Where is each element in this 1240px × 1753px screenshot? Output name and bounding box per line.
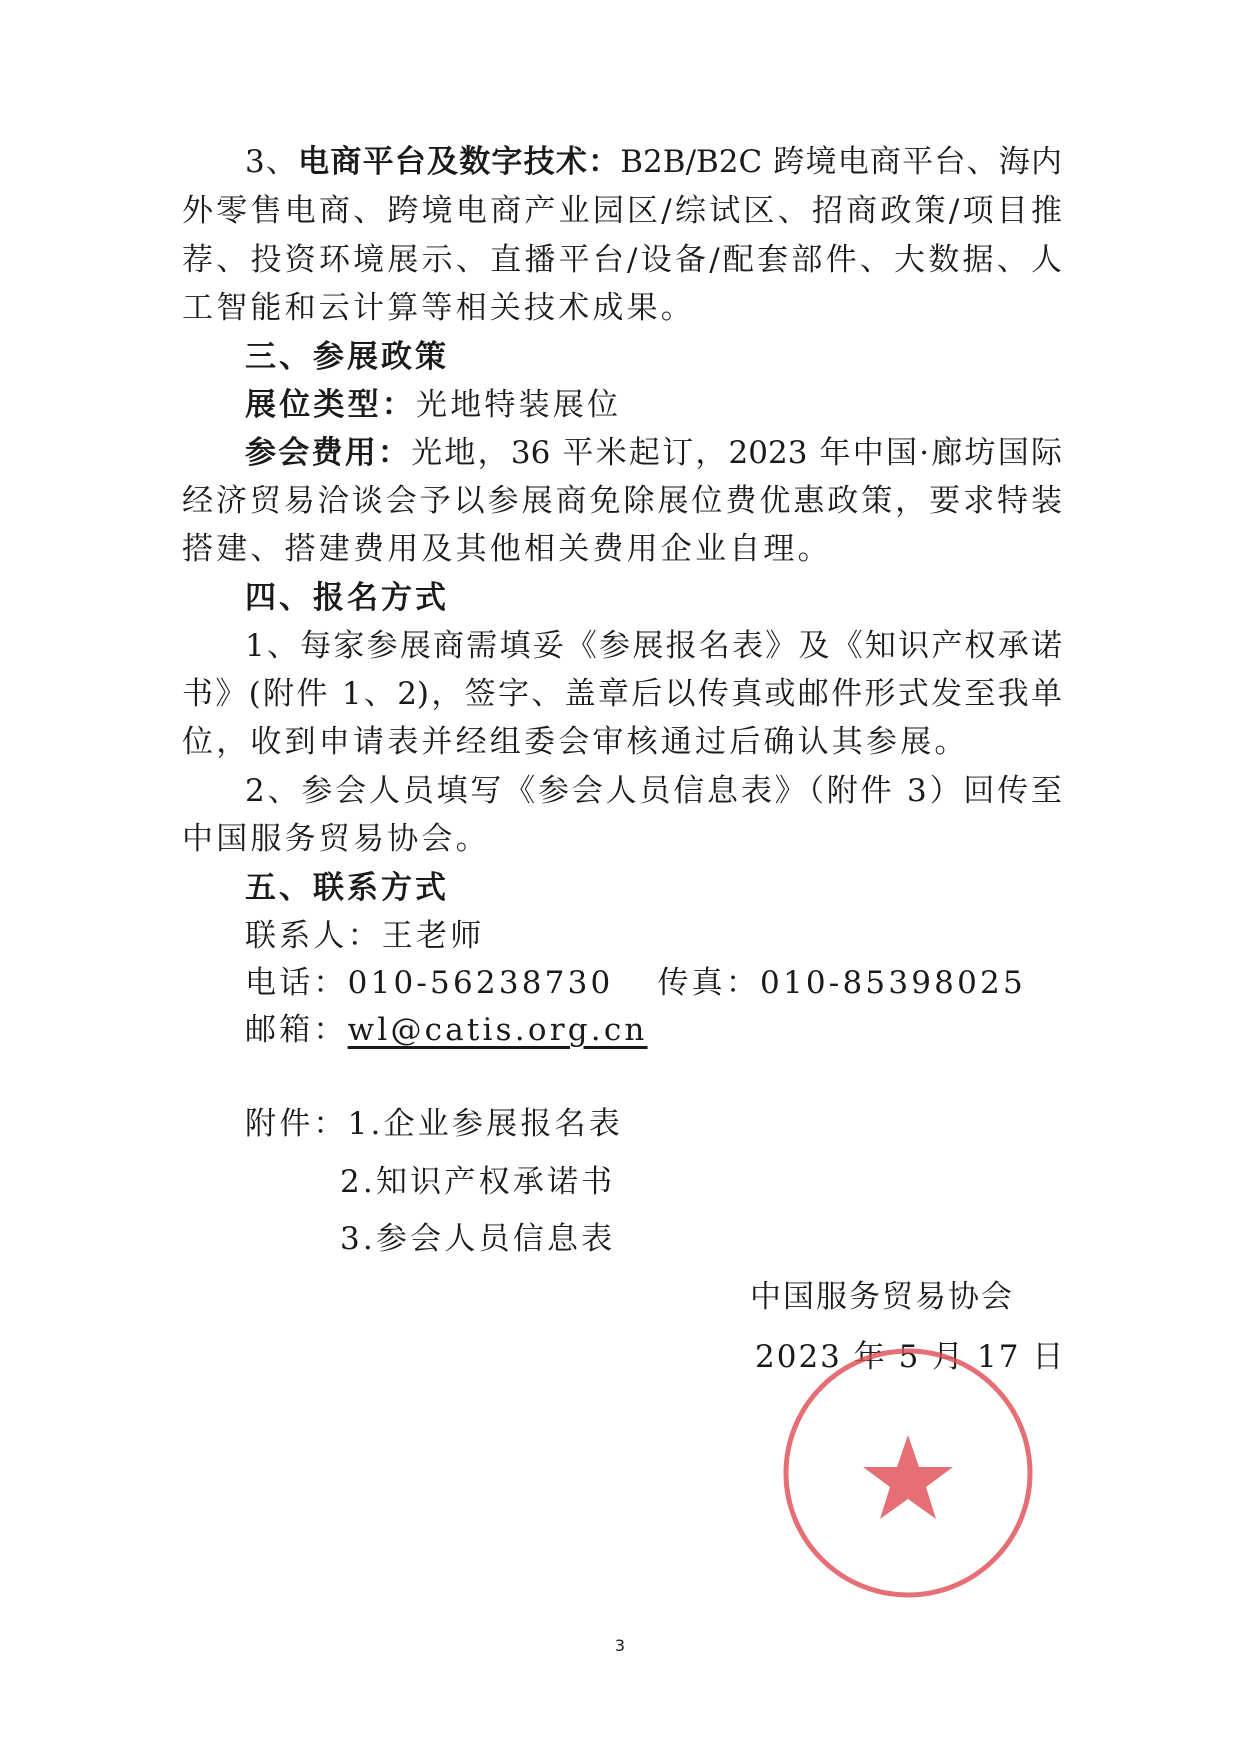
booth-type-value: 光地特装展位 bbox=[416, 387, 622, 423]
registration-2-line-1: 2、参会人员填写《参会人员信息表》（附件 3）回传至 bbox=[245, 773, 1062, 809]
attachment-1-text: 1.企业参展报名表 bbox=[347, 1106, 623, 1142]
registration-2-line-2: 中国服务贸易协会。 bbox=[182, 821, 490, 857]
attachments-label: 附件： bbox=[245, 1106, 348, 1142]
section-3-line-3: 荐、投资环境展示、直播平台/设备/配套部件、大数据、人 bbox=[182, 242, 1062, 278]
item-number: 3、 bbox=[245, 144, 299, 180]
contact-phone-fax bbox=[245, 963, 1062, 1003]
email-label: 邮箱： bbox=[245, 1012, 348, 1048]
fee-label: 参会费用： bbox=[245, 435, 412, 471]
attachment-1 bbox=[245, 1104, 1062, 1144]
section-3-line-4: 工智能和云计算等相关技术成果。 bbox=[182, 290, 695, 326]
fee-line-3: 搭建、搭建费用及其他相关费用企业自理。 bbox=[182, 531, 832, 567]
heading-registration: 四、报名方式 bbox=[245, 580, 449, 616]
heading-participation-policy: 三、参展政策 bbox=[245, 339, 449, 375]
registration-1-line-1: 1、每家参展商需填妥《参展报名表》及《知识产权承诺 bbox=[245, 628, 1062, 664]
booth-type bbox=[245, 385, 1062, 425]
phone-number: 电话：010-56238730 bbox=[245, 965, 614, 1001]
section-3-line-1 bbox=[245, 142, 1062, 182]
fax-number: 传真：010-85398025 bbox=[657, 965, 1026, 1001]
fee-line-2: 经济贸易洽谈会予以参展商免除展位费优惠政策，要求特装 bbox=[182, 483, 1062, 519]
item-title: 电商平台及数字技术： bbox=[298, 144, 621, 180]
official-seal bbox=[778, 1343, 1038, 1603]
contact-email bbox=[245, 1010, 1062, 1050]
section-3-line-2: 外零售电商、跨境电商产业园区/综试区、招商政策/项目推 bbox=[182, 193, 1062, 229]
signature-organization: 中国服务贸易协会 bbox=[750, 1279, 1014, 1315]
signature-date: 2023 年 5 月 17 日 bbox=[755, 1339, 1066, 1375]
contact-person: 联系人：王老师 bbox=[245, 918, 485, 954]
heading-contact: 五、联系方式 bbox=[245, 870, 449, 906]
fee-text: 光地，36 平米起订，2023 年中国·廊坊国际 bbox=[411, 435, 1063, 471]
page-number: 3 bbox=[614, 1636, 626, 1655]
registration-1-line-2: 书》(附件 1、2)，签字、盖章后以传真或邮件形式发至我单 bbox=[182, 676, 1062, 712]
email-link[interactable]: wl@catis.org.cn bbox=[347, 1012, 648, 1048]
attachment-2: 2.知识产权承诺书 bbox=[340, 1164, 616, 1200]
attachment-3: 3.参会人员信息表 bbox=[340, 1221, 616, 1257]
item-text: B2B/B2C 跨境电商平台、海内 bbox=[620, 144, 1062, 180]
registration-1-line-3: 位，收到申请表并经组委会审核通过后确认其参展。 bbox=[182, 724, 969, 760]
fee-line-1 bbox=[245, 433, 1062, 473]
booth-type-label: 展位类型： bbox=[245, 387, 416, 423]
